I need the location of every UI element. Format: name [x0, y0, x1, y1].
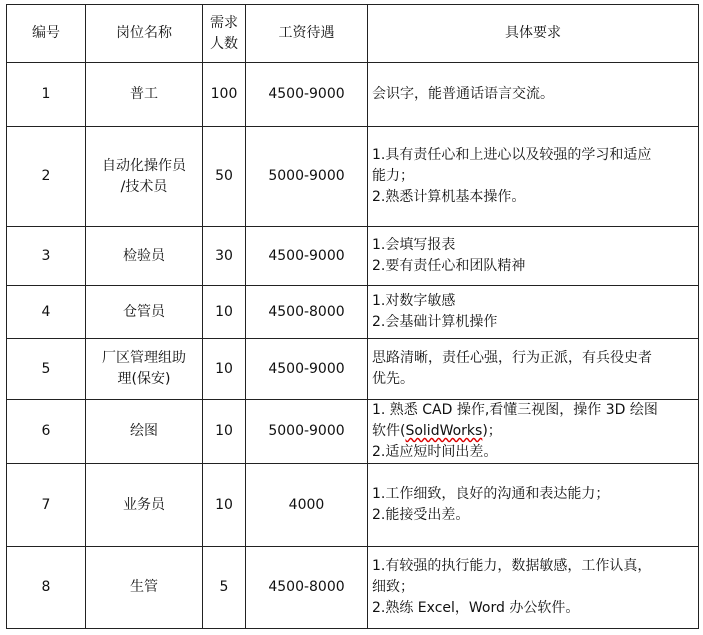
requirements — [368, 63, 699, 127]
requirement-line: 能力； — [372, 168, 414, 184]
requirement-line: 2.会基础计算机操作 — [372, 314, 498, 330]
job-title-line: 自动化操作员 — [102, 157, 186, 174]
table-row — [7, 286, 699, 339]
requirement-line: 1.有较强的执行能力，数据敏感，工作认真， — [372, 558, 652, 574]
requirement-line: 2.要有责任心和团队精神 — [372, 258, 526, 274]
job-title-line: 普工 — [130, 86, 158, 102]
salary: 4500-9000 — [246, 63, 368, 127]
requirement-line: 会识字，能普通话语言交流。 — [372, 86, 554, 102]
header-title: 岗位名称 — [86, 5, 203, 63]
headcount: 100 — [203, 63, 246, 127]
job-title — [86, 400, 203, 464]
job-title — [86, 547, 203, 629]
row-no: 2 — [7, 127, 86, 227]
header-salary: 工资待遇 — [246, 5, 368, 63]
header-count — [203, 5, 246, 63]
requirements — [368, 464, 699, 547]
table-row — [7, 339, 699, 400]
job-title-line: /技术员 — [120, 178, 168, 195]
headcount: 30 — [203, 227, 246, 286]
requirement-line: 细致； — [372, 579, 414, 595]
requirements — [368, 227, 699, 286]
job-title-line: 生管 — [130, 579, 158, 595]
row-no: 1 — [7, 63, 86, 127]
requirements — [368, 339, 699, 400]
job-title — [86, 286, 203, 339]
table-row — [7, 400, 699, 464]
requirement-line: 2.熟悉计算机基本操作。 — [372, 189, 526, 205]
headcount: 50 — [203, 127, 246, 227]
row-no: 5 — [7, 339, 86, 400]
salary: 5000-9000 — [246, 400, 368, 464]
row-no: 6 — [7, 400, 86, 464]
requirements — [368, 400, 699, 464]
job-title-line: 检验员 — [123, 247, 165, 264]
job-title — [86, 63, 203, 127]
salary: 4500-8000 — [246, 547, 368, 629]
headcount: 10 — [203, 400, 246, 464]
requirement-line: 1. 熟悉 CAD 操作,看懂三视图，操作 3D 绘图 — [372, 402, 658, 418]
spellcheck-underlined-word: SolidWorks — [405, 423, 483, 439]
row-no: 3 — [7, 227, 86, 286]
requirement-line: 思路清晰，责任心强，行为正派，有兵役史者 — [372, 350, 652, 366]
requirement-fragment: 软件( — [372, 423, 406, 439]
requirement-line: 2.熟练 Excel，Word 办公软件。 — [372, 600, 580, 616]
salary: 4000 — [246, 464, 368, 547]
table-row — [7, 227, 699, 286]
recruitment-table — [6, 4, 699, 629]
header-row — [7, 5, 699, 63]
requirements — [368, 547, 699, 629]
headcount: 5 — [203, 547, 246, 629]
job-title-line: 业务员 — [123, 496, 165, 513]
job-title — [86, 127, 203, 227]
table-row — [7, 63, 699, 127]
requirement-line: 1.会填写报表 — [372, 237, 456, 253]
header-requirements: 具体要求 — [368, 5, 699, 63]
headcount: 10 — [203, 286, 246, 339]
job-title-line: 绘图 — [130, 423, 158, 439]
requirement-line — [372, 421, 694, 442]
job-title — [86, 464, 203, 547]
headcount: 10 — [203, 339, 246, 400]
job-title-line: 厂区管理组助 — [102, 350, 186, 366]
header-no: 编号 — [7, 5, 86, 63]
requirement-line: 1.对数字敏感 — [372, 293, 456, 309]
job-title — [86, 227, 203, 286]
requirement-line: 优先。 — [372, 371, 414, 387]
row-no: 4 — [7, 286, 86, 339]
salary: 4500-9000 — [246, 339, 368, 400]
salary: 5000-9000 — [246, 127, 368, 227]
requirements — [368, 127, 699, 227]
table-row — [7, 547, 699, 629]
headcount: 10 — [203, 464, 246, 547]
requirements — [368, 286, 699, 339]
table-row — [7, 127, 699, 227]
job-title — [86, 339, 203, 400]
salary: 4500-9000 — [246, 227, 368, 286]
row-no: 8 — [7, 547, 86, 629]
requirement-line: 2.能接受出差。 — [372, 507, 470, 523]
header-count-line1: 需求 — [210, 14, 238, 31]
salary: 4500-8000 — [246, 286, 368, 339]
requirement-line: 1.具有责任心和上进心以及较强的学习和适应 — [372, 147, 652, 163]
header-count-line2: 人数 — [210, 35, 238, 52]
table-row — [7, 464, 699, 547]
job-title-line: 仓管员 — [123, 303, 165, 320]
requirement-line: 2.适应短时间出差。 — [372, 444, 498, 460]
requirement-line: 1.工作细致，良好的沟通和表达能力； — [372, 486, 610, 502]
row-no: 7 — [7, 464, 86, 547]
requirement-fragment: )； — [482, 423, 502, 439]
job-title-line: 理(保安) — [117, 371, 171, 387]
